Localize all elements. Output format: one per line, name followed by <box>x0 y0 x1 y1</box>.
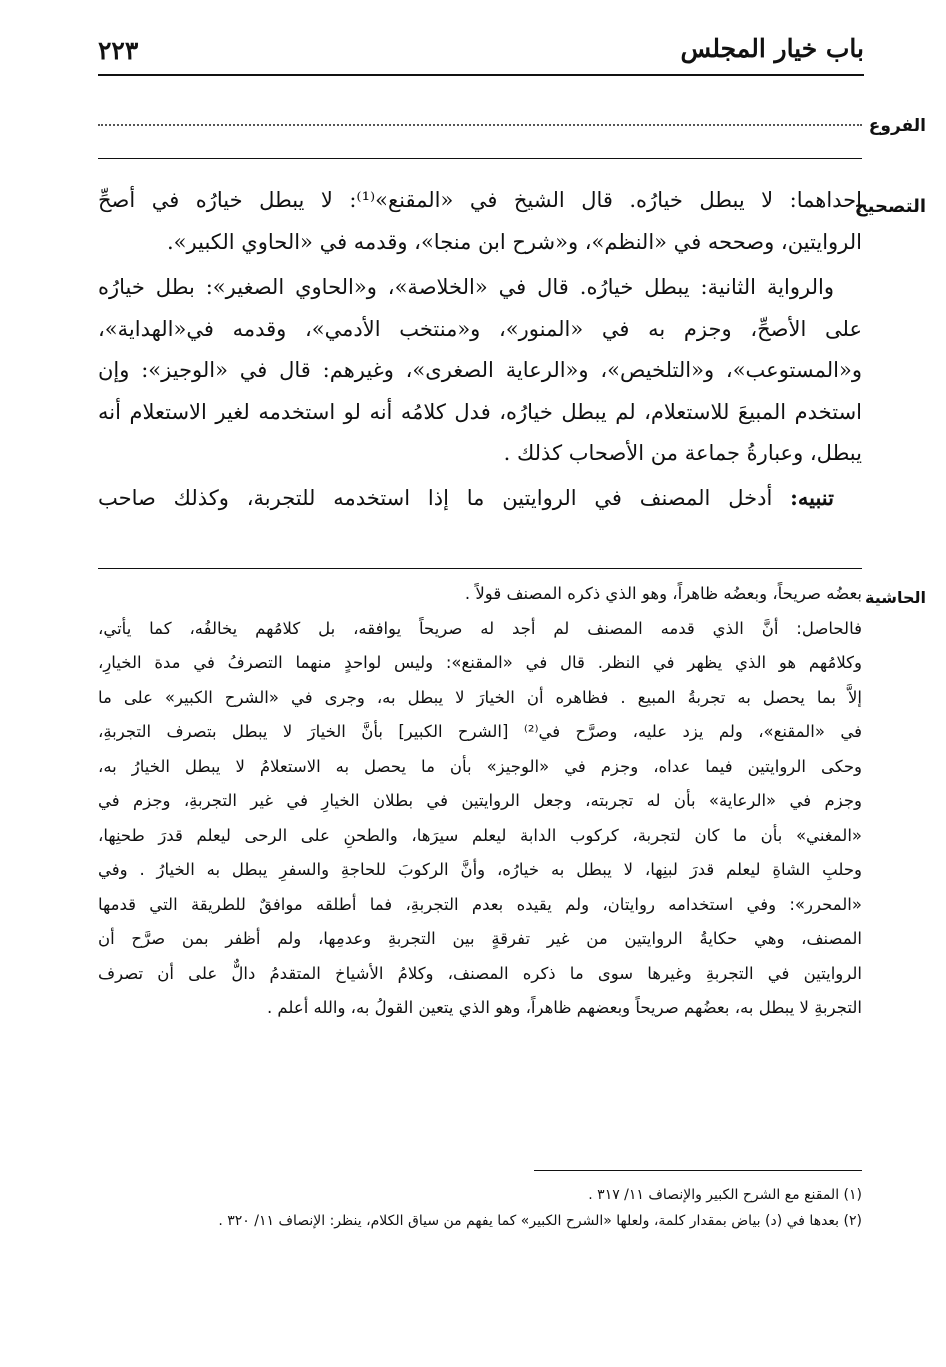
tanbih-text: أدخل المصنف في الروايتين ما إذا استخدمه للتجربة، وكذلك صاحب <box>98 485 773 510</box>
text-line: استخدم المبيعَ للاستعلام، لم يبطل خيارُه، فدل كلامُه أنه لو استخدمه لغير الاستعلام أنه <box>98 399 862 424</box>
text-line: الروايتين في التجربةِ وغيرها سوى ما ذكره المصنف، وكلامُ الأشياخ المتقدمُ دالٌّ على أن تصرف <box>98 963 862 983</box>
hashiya-section <box>98 577 862 1026</box>
furu-bottom-rule <box>98 158 862 159</box>
furu-dotted-line <box>98 124 862 126</box>
text-line: بعضُه صريحاً، وبعضُه ظاهراً، وهو الذي ذكره المصنف قولاً . <box>464 584 862 603</box>
text-line: وكلامُهم هو الذي يظهر في النظر. قال في «المقنع»: وليس لواحدٍ منهما التصرفُ في مدة الخيارِ، <box>98 653 862 672</box>
tashih-paragraph-1 <box>98 180 862 263</box>
footnotes <box>98 1182 862 1234</box>
label-furu: الفروع <box>868 116 926 136</box>
header-rule <box>98 74 864 76</box>
tanbih-line <box>98 477 862 520</box>
footnote-separator <box>534 1170 862 1171</box>
text-line: وحكى الروايتين فيما عداه، وجزم في «الوجيز» بأن ما يحصل به الاستعلامُ لا يبطل الخيارُ به، <box>98 756 862 776</box>
text-line: إحداهما: لا يبطل خيارُه. قال الشيخ في «المقنع»⁽¹⁾: لا يبطل خيارُه في أصحِّ <box>98 188 862 212</box>
text-line: وحلبِ الشاةِ ليعلم قدرَ لبنِها، لا يبطل به خيارُه، وأنَّ الركوبَ للحاجةِ والسفرِ يبطل به الخيارُ . وفي <box>98 860 862 879</box>
label-tashih: التصحيح <box>854 196 926 217</box>
text-line: وجزم في «الرعاية» بأن له تجربته، وجعل الروايتين في بطلان الخيارِ في غير التجربةِ، وجزم في <box>98 791 862 810</box>
text-line: يبطل، وعبارةُ جماعة من الأصحاب كذلك . <box>503 441 862 465</box>
text-line: التجربةِ لا يبطل به، بعضُهم صريحاً وبعضهم ظاهراً، وهو الذي يتعين القولُ به، والله أعلم . <box>266 998 862 1017</box>
text-line: الروايتين، وصححه في «النظم»، و«شرح ابن منجا»، وقدمه في «الحاوي الكبير». <box>167 229 862 254</box>
text-line: والرواية الثانية: يبطل خيارُه. قال في «الخلاصة»، و«الحاوي الصغير»: بطل خيارُه <box>98 275 834 299</box>
text-line: فالحاصل: أنَّ الذي قدمه المصنف لم أجد له صريحاً يوافقه، بل كلامُهم يخالفُه، كما يأتي، <box>98 618 862 638</box>
tanbih-label: تنبيه: <box>790 484 834 510</box>
running-header <box>98 28 864 72</box>
footnote-1: (١) المقنع مع الشرح الكبير والإنصاف ١١/ ٣١٧ . <box>588 1187 862 1203</box>
tashih-paragraph-2 <box>98 267 862 475</box>
text-line: في «المقنع»، ولم يزد عليه، وصرَّح في⁽²⁾ [الشرح الكبير] بأنَّ الخيارَ لا يبطل بتصرف التجربةِ، <box>98 722 862 741</box>
tashih-section <box>98 180 862 519</box>
page-number: ٢٢٣ <box>98 36 139 65</box>
text-line: إلاَّ بما يحصل به تجربةُ المبيع . فظاهره أن الخيارَ لا يبطل به، وجرى في «الشرح الكبير» على ما <box>98 687 862 707</box>
text-line: على الأصحِّ، وجزم به في «المنور»، و«منتخب الأدمي»، وقدمه في«الهداية»، <box>98 316 862 341</box>
footnote-2: (٢) بعدها في (د) بياض بمقدار كلمة، ولعلها «الشرح الكبير» كما يفهم من سياق الكلام، ينظر: الإنصاف ١١/ ٣٢٠ . <box>218 1213 862 1229</box>
chapter-title: باب خيار المجلس <box>680 34 864 63</box>
tanbih-note <box>98 477 862 520</box>
label-hashiya: الحاشية <box>865 588 926 607</box>
text-line: «المغني» بأن ما كان لتجربة، كركوب الدابة ليعلم سيرَها، والطحنِ على الرحى ليعلم قدرَ طحنِها، <box>98 825 862 845</box>
text-line: المصنف، وهي حكايةُ الروايتين من غير تفرقةٍ بين التجربةِ وعدمِها، ولم أظفر بمن صرَّح أن <box>98 929 862 948</box>
text-line: و«المستوعب»، و«التلخيص»، و«الرعاية الصغرى»، وغيرهم: قال في «الوجيز»: وإن <box>98 358 862 382</box>
hashiya-paragraph-2 <box>98 612 862 1026</box>
text-line: «المحرر»: وفي استخدامه روايتان، ولم يقيده بعدم التجربةِ، فما أطلقه موافقٌ للطريقة التي قدمها <box>98 894 862 914</box>
hashiya-paragraph-1 <box>98 577 862 612</box>
tashih-bottom-rule <box>98 568 862 569</box>
